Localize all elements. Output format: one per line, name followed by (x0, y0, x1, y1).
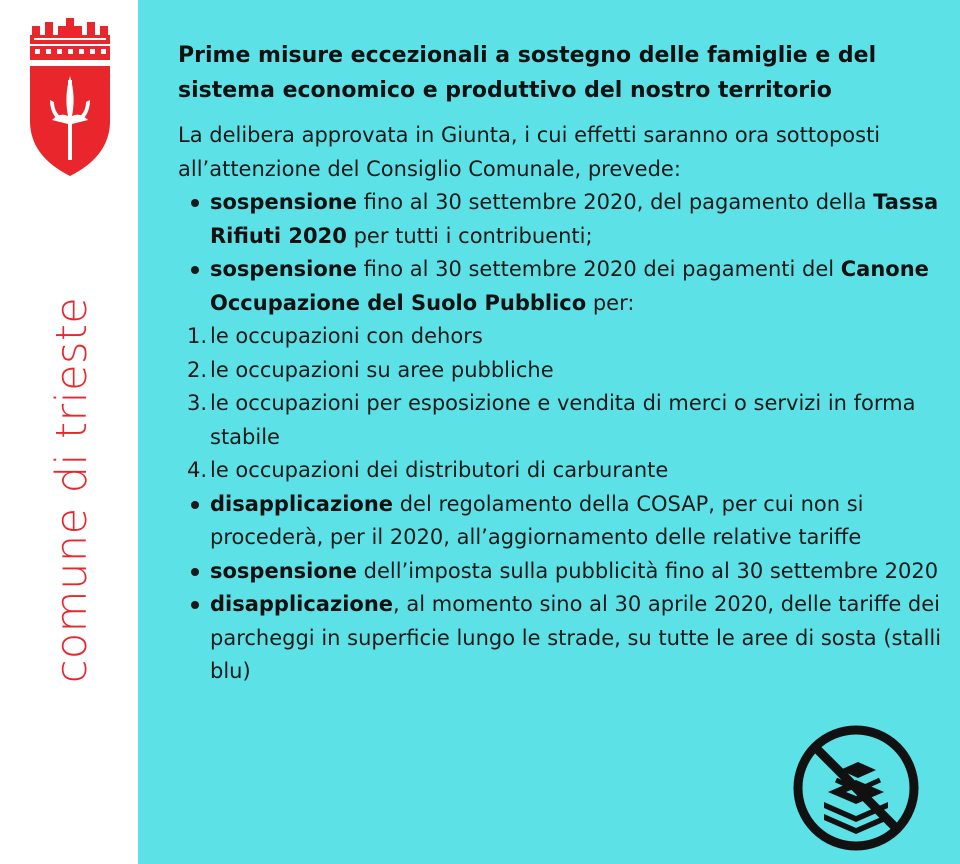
bullet-icon (191, 501, 199, 509)
bold-term: disapplicazione (210, 592, 394, 616)
content (178, 38, 948, 689)
numbered-list (178, 320, 948, 488)
item-text: le occupazioni per esposizione e vendita di merci o servizi in forma stabile (210, 391, 916, 449)
list-item (178, 186, 948, 253)
numbered-item (178, 354, 948, 388)
item-text: per: (586, 290, 635, 315)
numbered-item (178, 454, 948, 488)
bold-term: disapplicazione (210, 491, 394, 516)
bullet-list-a (178, 186, 948, 320)
bullet-icon (191, 601, 199, 609)
bold-term: sospensione (210, 558, 357, 583)
bullet-icon (191, 266, 199, 274)
page-title: Prime misure eccezionali a sostegno delle famiglie e del sistema economico e produttivo del nostro territorio (178, 43, 877, 103)
item-text: per tutti i contribuenti; (346, 223, 593, 248)
numbered-item (178, 320, 948, 354)
sidebar (0, 0, 138, 864)
item-text: del regolamento della COSAP, per cui non si procederà, per il 2020, all’aggiornamento delle relative tariffe (210, 491, 864, 549)
list-item (178, 253, 948, 320)
item-text: le occupazioni su aree pubbliche (210, 357, 554, 382)
bullet-icon (191, 199, 199, 207)
item-text: fino al 30 settembre 2020 dei pagamenti del (356, 257, 841, 281)
list-item (178, 488, 948, 555)
item-number: 4. (187, 458, 208, 482)
bullet-icon (191, 568, 199, 576)
brand-name: comune di trieste (47, 296, 97, 684)
content-panel (138, 0, 960, 864)
item-number: 1. (187, 324, 208, 348)
no-cash-icon (788, 720, 924, 856)
item-text: le occupazioni dei distributori di carburante (210, 458, 669, 482)
item-text: dell’imposta sulla pubblicità fino al 30 settembre 2020 (356, 558, 939, 583)
intro-text: La delibera approvata in Giunta, i cui effetti saranno ora sottoposti all’attenzione del Consiglio Comunale, prevede: (178, 123, 881, 181)
bold-term: Tassa Rifiuti 2020 (210, 190, 939, 248)
bold-term: Canone Occupazione del Suolo Pubblico (210, 257, 929, 315)
bullet-list-b (178, 488, 948, 689)
bold-term: sospensione (210, 190, 357, 214)
list-item (178, 555, 948, 589)
item-text: , al momento sino al 30 aprile 2020, delle tariffe dei parcheggi in superficie lungo le strade, su tutte le aree di sosta (stalli blu) (210, 592, 942, 683)
item-text: fino al 30 settembre 2020, del pagamento della (356, 190, 874, 214)
item-number: 2. (187, 357, 208, 382)
item-text: le occupazioni con dehors (210, 324, 483, 348)
numbered-item (178, 387, 948, 454)
trieste-coat-of-arms-icon (26, 16, 114, 178)
item-number: 3. (187, 391, 208, 415)
list-item (178, 588, 948, 689)
bold-term: sospensione (210, 257, 357, 281)
